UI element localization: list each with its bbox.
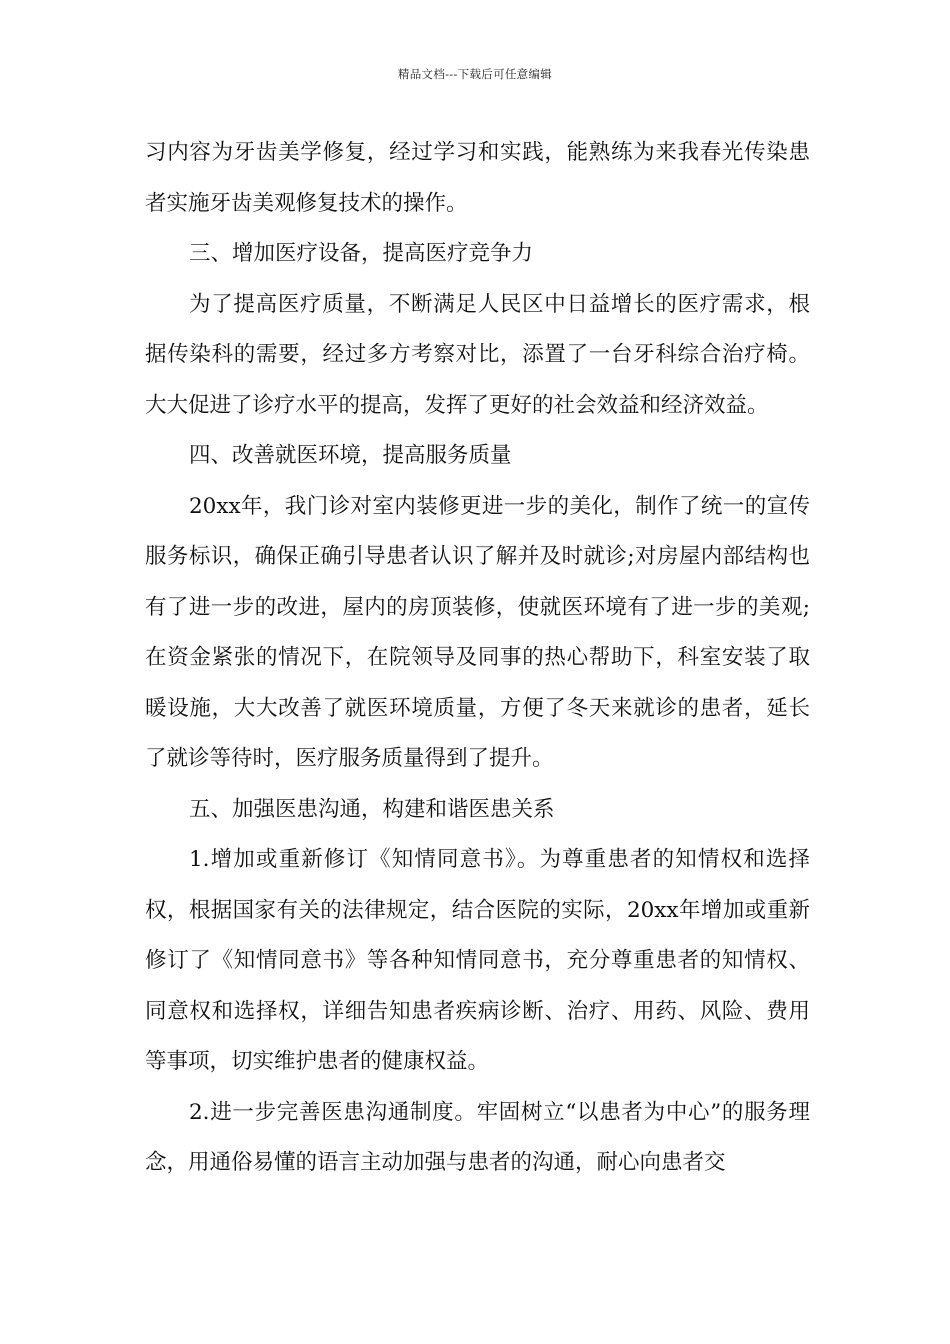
paragraph: 为了提高医疗质量，不断满足人民区中日益增长的医疗需求，根据传染科的需要，经过多方考察对比，添置了一台牙科综合治疗椅。大大促进了诊疗水平的提高，发挥了更好的社会效益和经济效益。 <box>145 291 810 418</box>
section-heading-3: 三、增加医疗设备，提高医疗竞争力 <box>189 241 534 266</box>
section-heading-5: 五、加强医患沟通，构建和谐医患关系 <box>189 796 555 822</box>
page-header: 精品文档---下载后可任意编辑 <box>397 67 553 81</box>
paragraph: 1.增加或重新修订《知情同意书》。为尊重患者的知情权和选择权，根据国家有关的法律规定，结合医院的实际，20xx年增加或重新修订了《知情同意书》等各种知情同意书，充分尊重患者的知情权、同意权和选择权，详细告知患者疾病诊断、治疗、用药、风险、费用等事项，切实维护患者的健康权益。 <box>145 847 810 1074</box>
paragraph-continuation: 习内容为牙齿美学修复，经过学习和实践，能熟练为来我春光传染患者实施牙齿美观修复技术的操作。 <box>145 140 810 216</box>
document-body <box>145 128 810 1189</box>
section-heading-4: 四、改善就医环境，提高服务质量 <box>189 443 512 468</box>
paragraph: 20xx年，我门诊对室内装修更进一步的美化，制作了统一的宣传服务标识，确保正确引导患者认识了解并及时就诊;对房屋内部结构也有了进一步的改进，屋内的房顶装修，使就医环境有了进一步的美观;在资金紧张的情况下，在院领导及同事的热心帮助下，科室安装了取暖设施，大大改善了就医环境质量，方便了冬天来就诊的患者，延长了就诊等待时，医疗服务质量得到了提升。 <box>145 493 810 771</box>
paragraph: 2.进一步完善医患沟通制度。牢固树立“以患者为中心”的服务理念，用通俗易懂的语言主动加强与患者的沟通，耐心向患者交 <box>145 1099 810 1175</box>
